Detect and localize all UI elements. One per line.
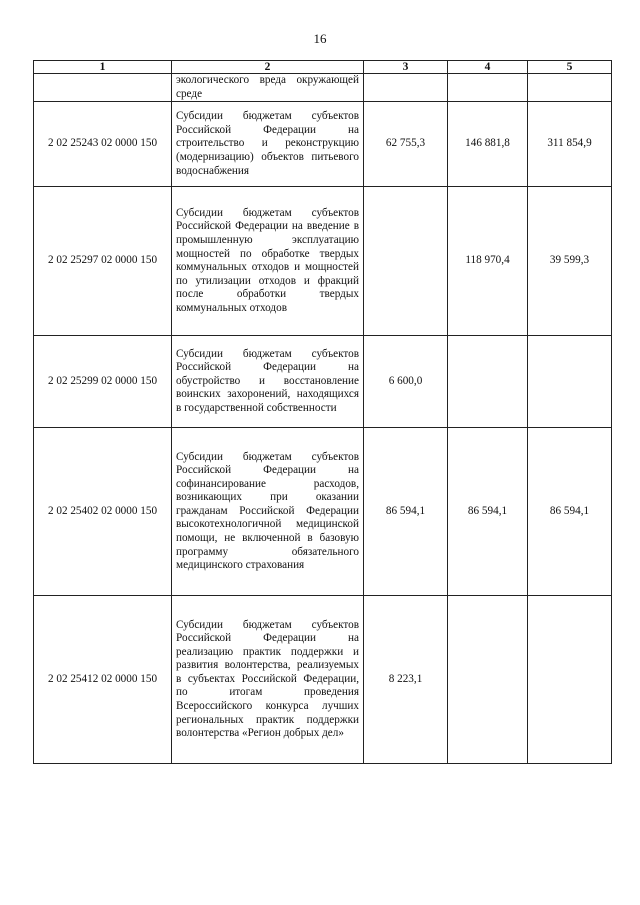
amount-col5-cell: 39 599,3 (528, 187, 612, 336)
description-cell: Субсидии бюджетам субъектов Российской Федерации на софинансирование расходов, возникающих при оказании гражданам Российской Федерации высокотехнологичной медицинской помощи, не включенной в базовую программу обязательного медицинского страхования (172, 428, 364, 596)
amount-col5-cell: 86 594,1 (528, 428, 612, 596)
amount-col4-cell: 146 881,8 (448, 102, 528, 187)
column-header-2: 2 (172, 61, 364, 74)
amount-col5-cell (528, 596, 612, 764)
amount-col3-cell: 62 755,3 (364, 102, 448, 187)
description-cell: Субсидии бюджетам субъектов Российской Федерации на введение в промышленную эксплуатацию мощностей по обработке твердых коммунальных отходов и мощностей по утилизации отходов и фракций после обработки твердых коммунальных отходов (172, 187, 364, 336)
amount-col5-cell (528, 336, 612, 428)
table-header-row (34, 61, 612, 74)
amount-col3-cell (364, 187, 448, 336)
column-header-1: 1 (34, 61, 172, 74)
amount-col4-cell (448, 336, 528, 428)
description-cell: Субсидии бюджетам субъектов Российской Федерации на обустройство и восстановление воинских захоронений, находящихся в государственной собственности (172, 336, 364, 428)
table-row (34, 187, 612, 336)
description-cell: экологического вреда окружающей среде (172, 74, 364, 102)
column-header-4: 4 (448, 61, 528, 74)
amount-col4-cell (448, 74, 528, 102)
table-row (34, 428, 612, 596)
amount-col4-cell: 86 594,1 (448, 428, 528, 596)
income-code-cell: 2 02 25412 02 0000 150 (34, 596, 172, 764)
income-code-cell: 2 02 25243 02 0000 150 (34, 102, 172, 187)
amount-col3-cell: 6 600,0 (364, 336, 448, 428)
column-header-3: 3 (364, 61, 448, 74)
amount-col3-cell (364, 74, 448, 102)
table-row (34, 74, 612, 102)
amount-col3-cell: 86 594,1 (364, 428, 448, 596)
budget-table (33, 60, 612, 764)
description-cell: Субсидии бюджетам субъектов Российской Федерации на реализацию практик поддержки и развития волонтерства, реализуемых в субъектах Российской Федерации, по итогам проведения Всероссийского конкурса лучших региональных практик поддержки волонтерства «Регион добрых дел» (172, 596, 364, 764)
income-code-cell: 2 02 25297 02 0000 150 (34, 187, 172, 336)
page-number: 16 (313, 31, 327, 46)
amount-col4-cell: 118 970,4 (448, 187, 528, 336)
table-row (34, 336, 612, 428)
description-cell: Субсидии бюджетам субъектов Российской Федерации на строительство и реконструкцию (модернизацию) объектов питьевого водоснабжения (172, 102, 364, 187)
income-code-cell: 2 02 25402 02 0000 150 (34, 428, 172, 596)
amount-col4-cell (448, 596, 528, 764)
table-row (34, 102, 612, 187)
amount-col3-cell: 8 223,1 (364, 596, 448, 764)
income-code-cell: 2 02 25299 02 0000 150 (34, 336, 172, 428)
income-code-cell (34, 74, 172, 102)
amount-col5-cell (528, 74, 612, 102)
table-row (34, 596, 612, 764)
column-header-5: 5 (528, 61, 612, 74)
amount-col5-cell: 311 854,9 (528, 102, 612, 187)
